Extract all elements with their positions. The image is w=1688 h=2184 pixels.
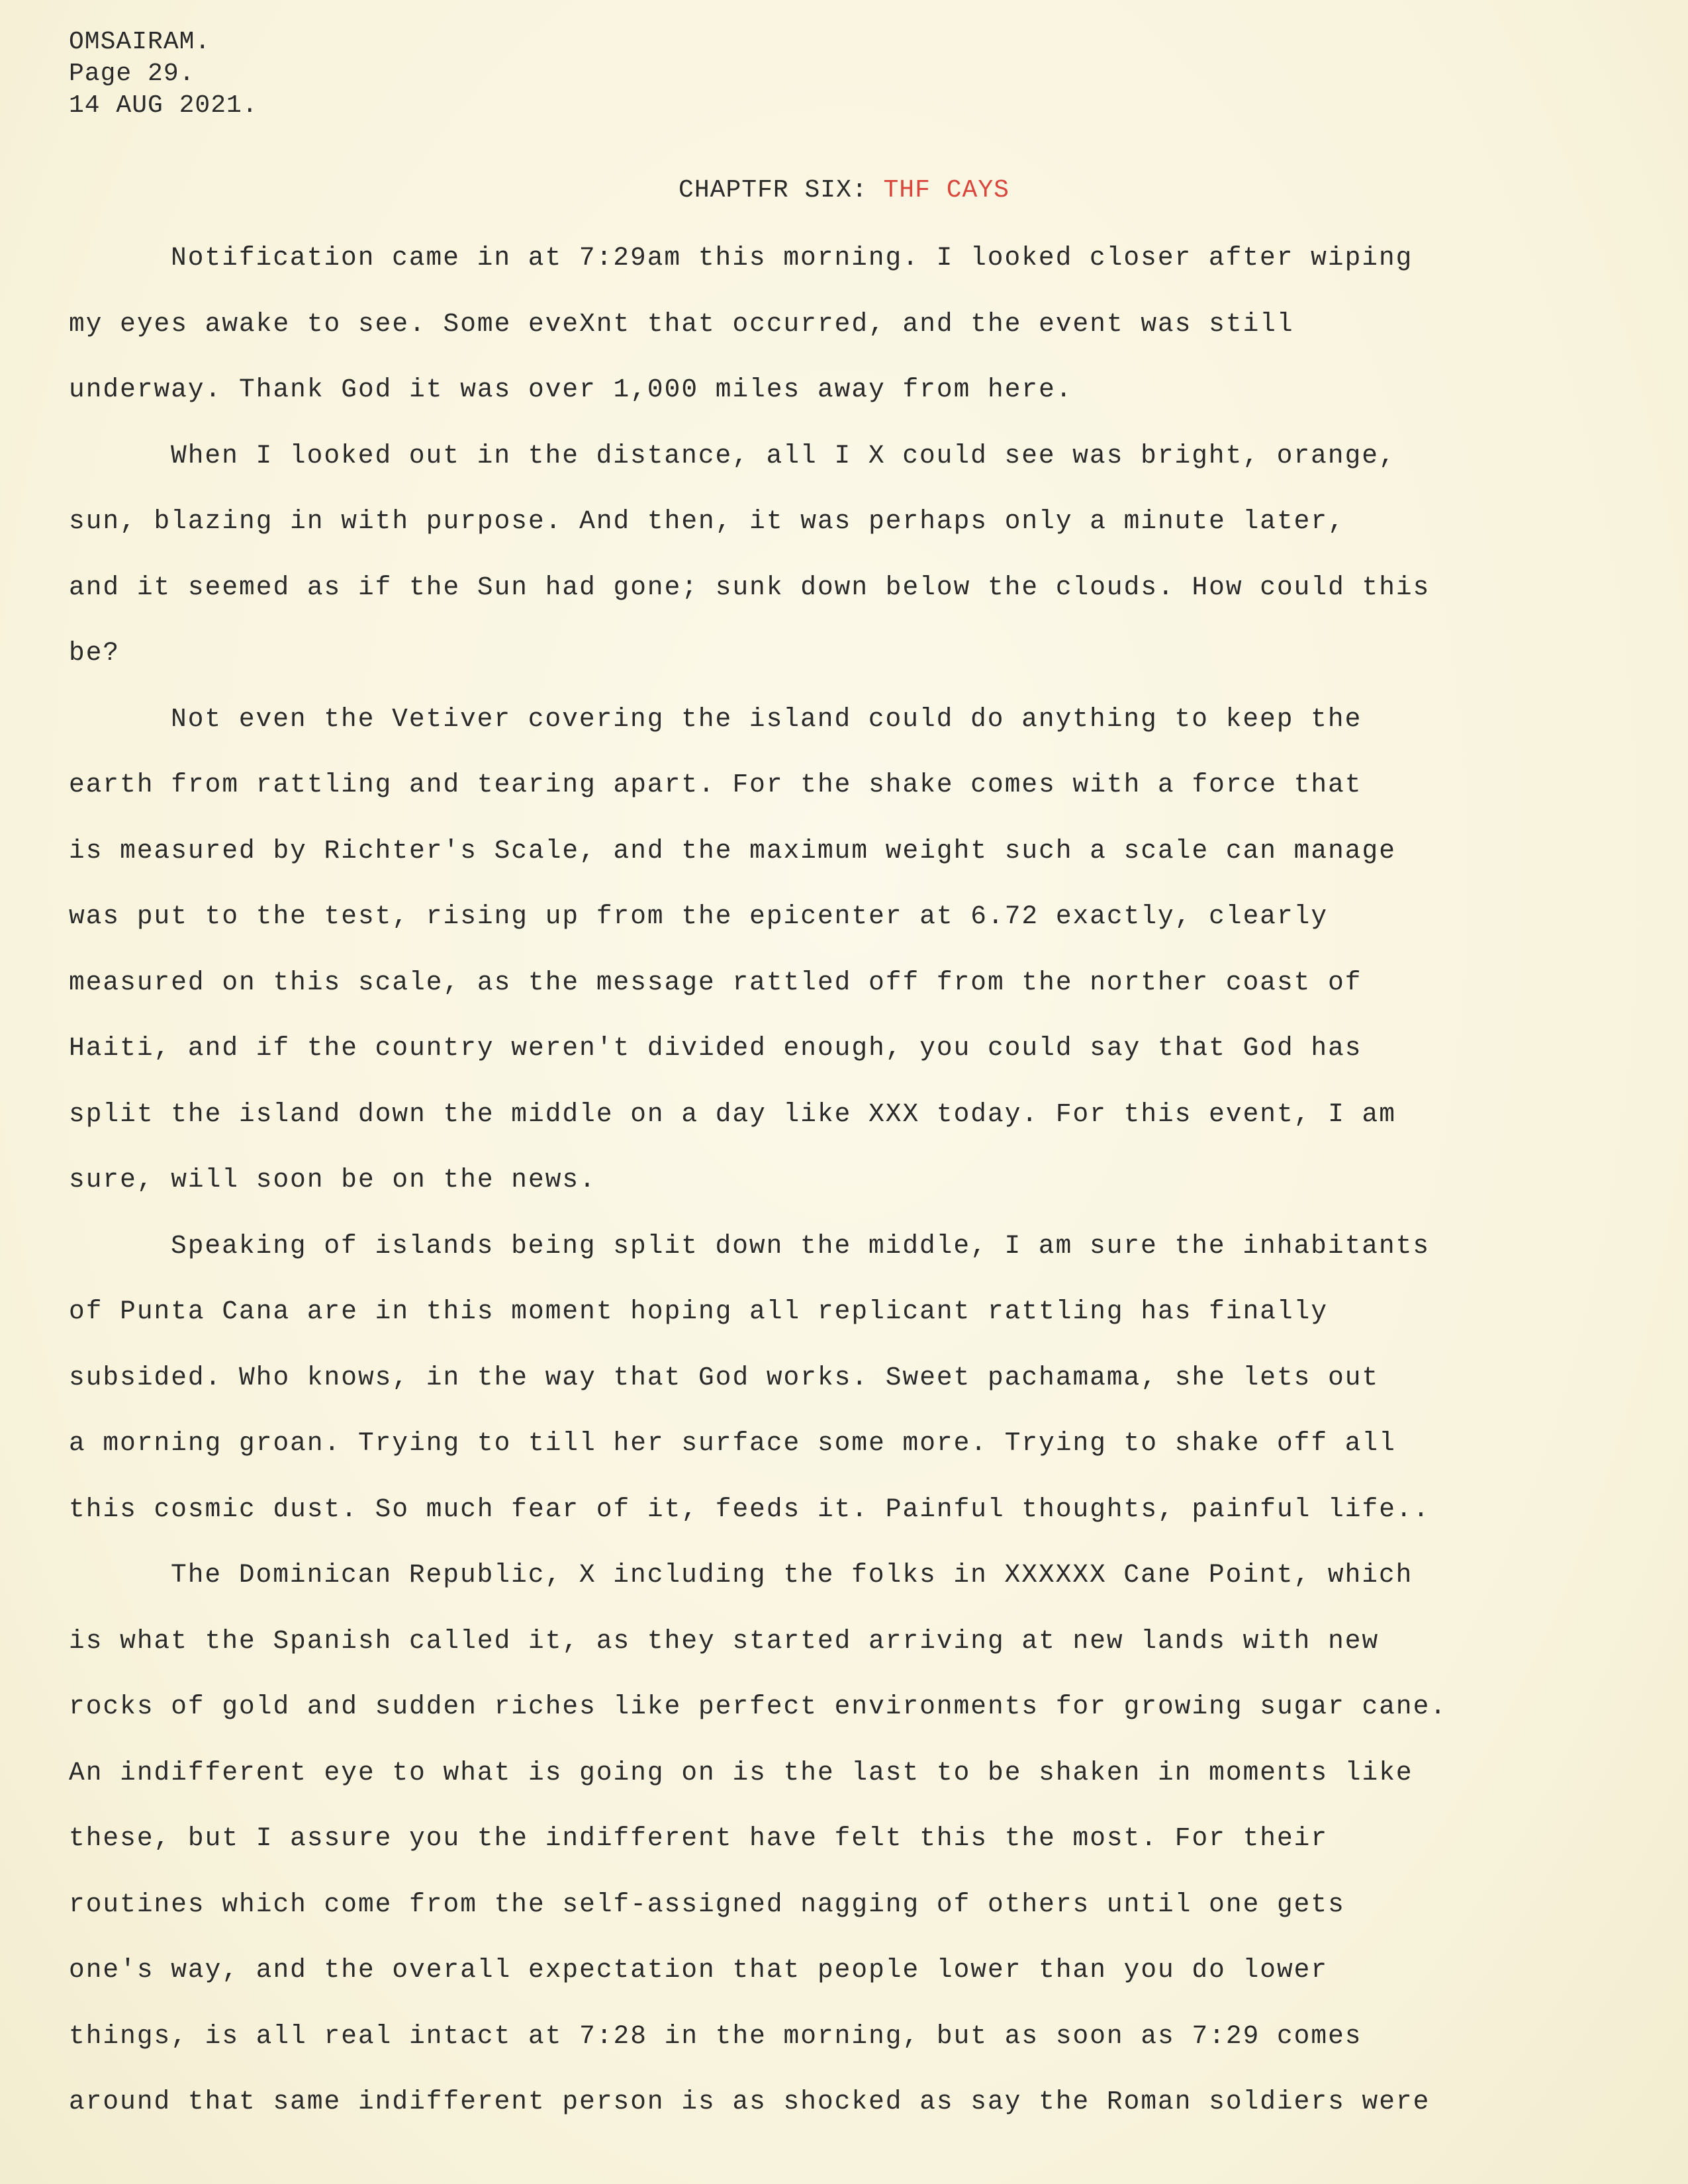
body-line: a morning groan. Trying to till her surface some more. Trying to shake off all (69, 1428, 1396, 1458)
header-line-1: OMSAIRAM. (69, 28, 211, 56)
body-line: my eyes awake to see. Some evеXnt that occurred, and the event was still (69, 308, 1294, 339)
body-line: around that same indifferent person is as shocked as say the Roman soldiers were (69, 2087, 1430, 2116)
page-header (69, 26, 258, 122)
body-line: rocks of gold and sudden riches like perfect environments for growing sugar cane. (69, 1692, 1448, 1721)
body-line: underway. Thank God it was over 1,000 miles away from here. (69, 375, 1073, 404)
body-line: earth from rattling and tearing apart. For the shake comes with a force that (69, 770, 1362, 799)
body-text (69, 238, 1671, 2148)
body-line: Notification came in at 7:29am this morning. I looked closer after wiping (171, 243, 1413, 273)
body-line: is what the Spanish called it, as they started arriving at new lands with new (69, 1625, 1380, 1656)
body-line: is measured by Richter's Scale, and the maximum weight such a scale can manage (69, 835, 1396, 866)
chapter-title: THF CAYS (883, 176, 1009, 205)
header-line-2: Page 29. (69, 60, 195, 88)
chapter-prefix: CHAPTFR SIX: (679, 176, 884, 205)
body-line: routines which come from the self-assigned nagging of others until one gets (69, 1889, 1345, 1919)
body-line: be? (69, 638, 120, 668)
body-line: and it seemed as if the Sun had gone; sunk down below the clouds. How could this (69, 572, 1430, 602)
body-line: Speaking of islands being split down the middle, I am sure the inhabitants (171, 1230, 1430, 1261)
body-line: measured on this scale, as the message rattled off from the norther coast of (69, 967, 1362, 997)
body-line: The Dominican Republic, X including the folks in XXXXXX Cane Point, which (171, 1560, 1413, 1590)
body-line: An indifferent eye to what is going on is the last to be shaken in moments like (69, 1757, 1413, 1788)
body-line: subsided. Who knows, in the way that God works. Sweet pachamama, she lets out (69, 1362, 1380, 1392)
body-line: things, is all real intact at 7:28 in the morning, but as soon as 7:29 comes (69, 2021, 1362, 2051)
body-line: sun, blazing in with purpose. And then, it was perhaps only a minute later, (69, 506, 1345, 536)
chapter-heading (0, 176, 1688, 205)
body-line: sure, will soon be on the news. (69, 1165, 596, 1195)
body-line: Not even the Vetiver covering the island could do anything to keep the (171, 704, 1362, 734)
body-line: this cosmic dust. So much fear of it, feeds it. Painful thoughts, painful life.. (69, 1494, 1430, 1524)
body-line: of Punta Cana are in this moment hoping all replicant rattling has finally (69, 1297, 1329, 1326)
body-line: was put to the test, rising up from the epicenter at 6.72 exactly, clearly (69, 901, 1329, 931)
header-line-3: 14 AUG 2021. (69, 91, 258, 120)
body-line: one's way, and the overall expectation that people lower than you do lower (69, 1955, 1329, 1985)
body-line: these, but I assure you the indifferent have felt this the most. For their (69, 1823, 1329, 1853)
body-line: When I looked out in the distance, all I X could see was bright, orange, (171, 440, 1396, 471)
body-line: split the island down the middle on a day like XXX today. For this event, I am (69, 1099, 1396, 1129)
body-line: Haiti, and if the country weren't divided enough, you could say that God has (69, 1033, 1362, 1063)
